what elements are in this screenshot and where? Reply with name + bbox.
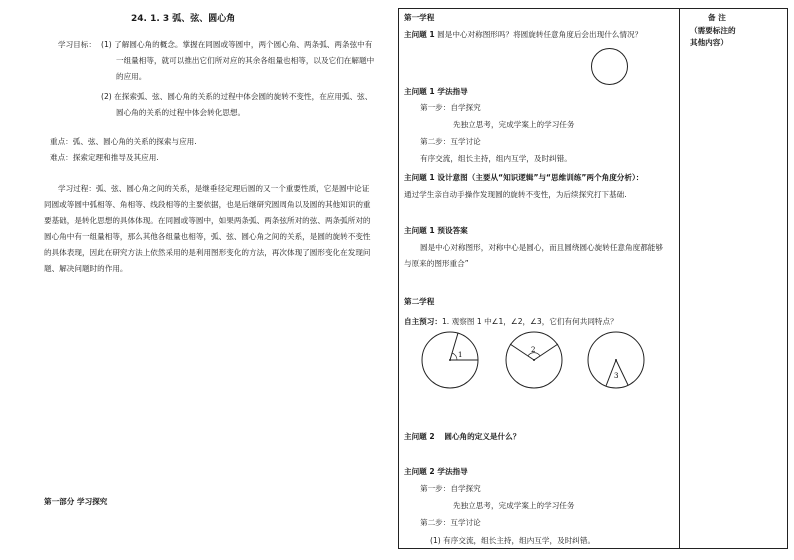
notes-sub-1: （需要标注的 <box>690 26 736 35</box>
question-1 <box>404 29 642 40</box>
angle-figures <box>410 330 680 390</box>
angle-label-1: 1 <box>458 351 463 359</box>
guide-1-title: 主问题 1 学法指导 <box>404 87 468 96</box>
question-2 <box>404 431 520 442</box>
key-label: 重点： <box>50 137 73 146</box>
objective-1-line-1: (1) 了解圆心角的概念。掌握在同圆或等圆中，两个圆心角、两条弧、两条弦中有 <box>101 40 373 49</box>
answer-1-title: 主问题 1 预设答案 <box>404 226 468 235</box>
process-line-4: 圆心角中有一组量相等，那么其他各组量也相等，弧、弦、圆心角之间的关系，是圆的旋转不变性 <box>44 232 371 241</box>
question-1-label: 主问题 1 <box>404 30 435 39</box>
process-line-6: 题、解决问题时的作用。 <box>44 264 128 273</box>
step-1-detail: 先独立思考，完成学案上的学习任务 <box>453 120 575 129</box>
notes-sub-2: 其他内容） <box>690 38 728 47</box>
part-label: 第一部分 学习探究 <box>44 497 108 506</box>
preview-question <box>404 316 618 327</box>
step-2-detail: 有序交流，组长主持，组内互学，及时纠错。 <box>420 154 572 163</box>
section-1-title: 第一学程 <box>404 13 435 22</box>
preview-label: 自主预习： <box>404 317 442 326</box>
guide-2-title: 主问题 2 学法指导 <box>404 467 468 476</box>
design-1-title: 主问题 1 设计意图（主要从“知识逻辑”与“思维训练”两个角度分析）： <box>404 173 644 182</box>
step-1b: 第一步：自学探究 <box>420 484 481 493</box>
question-2-label: 主问题 2 <box>404 432 435 441</box>
objective-2-line-2: 圆心角的关系的过程中体会转化思想。 <box>116 108 246 117</box>
figure-3 <box>588 332 644 388</box>
step-1: 第一步：自学探究 <box>420 103 481 112</box>
process-line-2: 同圆或等圆中弧相等、角相等、线段相等的主要依据，也是后继研究圆周角以及圆的其他知识的重 <box>44 200 371 209</box>
step-2b: 第二步：互学讨论 <box>420 518 481 527</box>
design-1-text: 通过学生亲自动手操作发现圆的旋转不变性，为后续探究打下基础. <box>404 190 627 199</box>
answer-1-line-2: 与原来的图形重合” <box>404 259 469 268</box>
step-1b-detail: 先独立思考，完成学案上的学习任务 <box>453 501 575 510</box>
key-text: 弧、弦、圆心角的关系的探索与应用. <box>72 137 197 146</box>
process-line-1: 学习过程：弧、弦、圆心角之间的关系，是继垂径定理后圆的又一个重要性质，它是圆中论证 <box>58 184 370 193</box>
process-line-5: 的具体表现，因此在研究方法上依然采用的是利用图形变化的方法，再次体现了圆形变化在发现问 <box>44 248 371 257</box>
section-2-title: 第二学程 <box>404 297 435 306</box>
objectives-label: 学习目标： <box>58 40 96 49</box>
question-1-text: 圆是中心对称图形吗？将圆旋转任意角度后会出现什么情况？ <box>437 30 643 39</box>
preview-text: 1. 观察图 1 中∠1，∠2，∠3，它们有何共同特点？ <box>441 317 618 326</box>
difficulty-point <box>50 152 159 163</box>
difficulty-text: 探索定理和推导及其应用. <box>72 153 159 162</box>
figure-1 <box>422 332 478 388</box>
circle-figure <box>591 48 628 85</box>
notes-divider <box>679 8 680 549</box>
step-2b-detail: (1) 有序交流，组长主持，组内互学，及时纠错。 <box>430 536 596 545</box>
objective-1-line-2: 一组量相等，就可以推出它们所对应的其余各组量也相等，以及它们在解题中 <box>116 56 375 65</box>
lesson-title: 24. 1. 3 弧、弦、圆心角 <box>131 14 236 24</box>
notes-title: 备 注 <box>708 13 726 22</box>
angle-label-3: 3 <box>614 372 619 380</box>
step-2: 第二步：互学讨论 <box>420 137 481 146</box>
question-2-text: 圆心角的定义是什么？ <box>444 432 521 441</box>
objective-1-line-3: 的应用。 <box>116 72 147 81</box>
angle-label-2: 2 <box>531 346 536 354</box>
difficulty-label: 难点： <box>50 153 73 162</box>
process-line-3: 要基础，是转化思想的具体体现。在同圆或等圆中，如果两条弧、两条弦所对的弦、两条弧所对的 <box>44 216 371 225</box>
objective-2-line-1: (2) 在探索弧、弦、圆心角的关系的过程中体会圆的旋转不变性，在应用弧、弦、 <box>101 92 373 101</box>
figure-2 <box>506 332 562 388</box>
answer-1-line-1: 圆是中心对称图形，对称中心是圆心，而且圆绕圆心旋转任意角度都能够 <box>420 243 663 252</box>
key-point <box>50 136 197 147</box>
